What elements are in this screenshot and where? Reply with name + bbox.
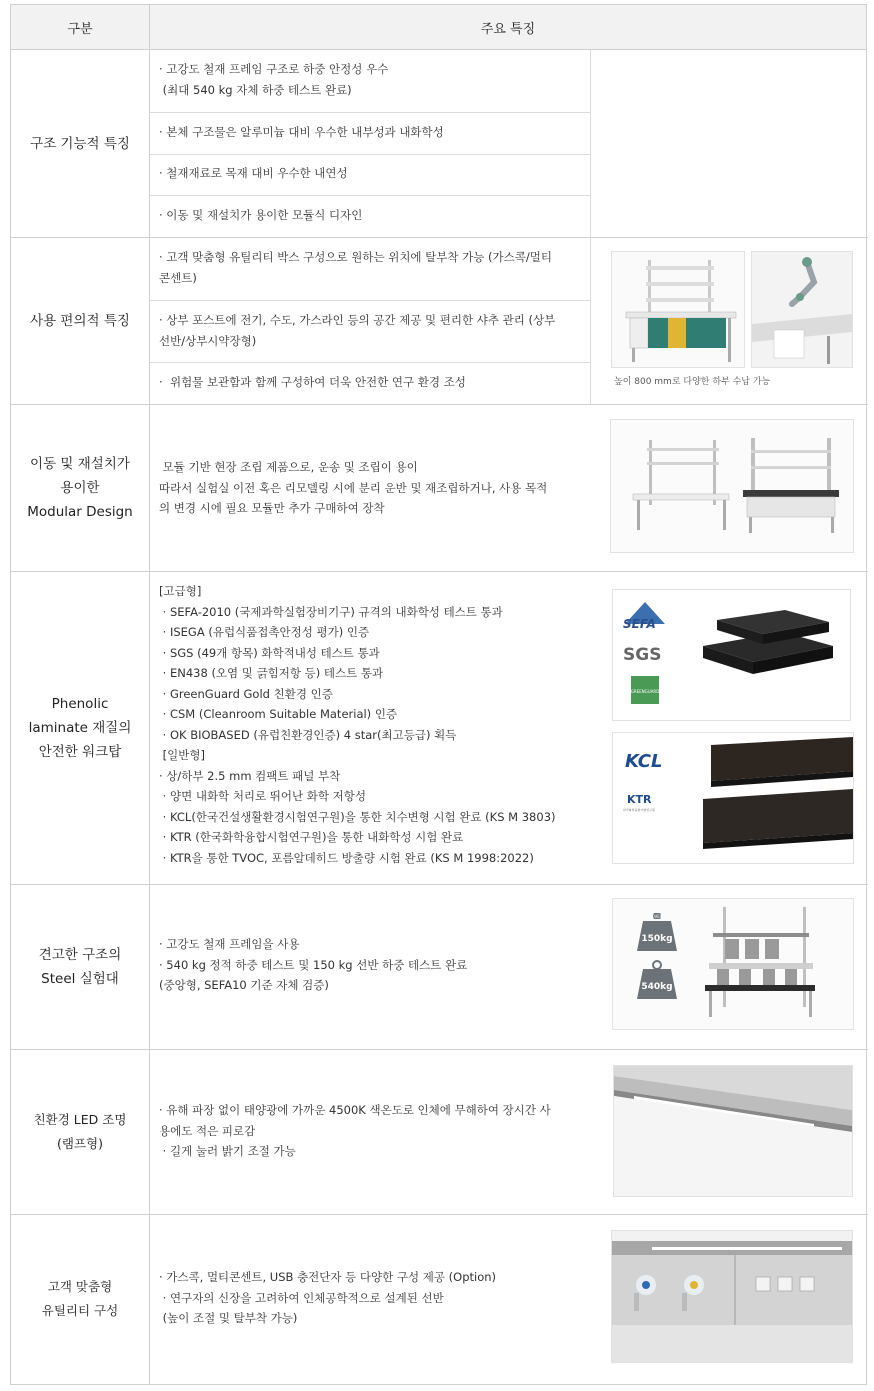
sub-divider [150, 300, 590, 301]
sub-divider [150, 112, 590, 113]
led-lamp-image [613, 1065, 853, 1197]
category-convenience: 사용 편의적 특징 [11, 237, 150, 404]
category-structure: 구조 기능적 특징 [11, 50, 150, 237]
steel-bench-image [612, 898, 854, 1030]
convenience-item-2: · 상부 포스트에 전기, 수도, 가스라인 등의 공간 제공 및 편리한 샤추 관리 (상부 선반/상부시약장형) [159, 313, 556, 348]
header-category: 구분 [11, 5, 150, 50]
image-caption: 높이 800 mm로 다양한 하부 수납 가능 [614, 377, 771, 387]
column-divider [590, 237, 591, 404]
category-led: 친환경 LED 조명 (램프형) [11, 1049, 150, 1214]
utility-text: · 가스콕, 멀티콘센트, USB 충전단자 등 다양한 구성 제공 (Option) · 연구자의 신장을 고려하여 인체공학적으로 설계된 선반 (높이 조절 및 탈부착 가능) [159, 1270, 497, 1325]
greenguard-logo: GREENGUARD [630, 689, 660, 694]
modular-text: 모듈 기반 현장 조립 제품으로, 운송 및 조립이 용이 따라서 실험실 이전 혹은 리모델링 시에 분리 운반 및 재조립하거나, 사용 목적 의 변경 시에 필요 모듈만 추가 구매하여 장착 [159, 460, 548, 515]
ktr-name: 한국화학융합시험연구원 [623, 808, 655, 812]
sgs-logo: SGS [623, 645, 662, 665]
category-modular: 이동 및 재설치가 용이한 Modular Design [11, 404, 150, 571]
phenolic-standard-image [612, 732, 854, 864]
structure-item-2: · 본체 구조물은 알루미늄 대비 우수한 내부성과 내화학성 [159, 125, 444, 139]
structure-item-1: · 고강도 철재 프레임 구조로 하중 안정성 우수 (최대 540 kg 자체 하중 테스트 완료) [159, 62, 389, 97]
sefa-logo: SEFA [623, 617, 656, 631]
convenience-item-1: · 고객 맞춤형 유틸리티 박스 구성으로 원하는 위치에 탈부착 가능 (가스콕/멀티 콘센트) [159, 250, 552, 285]
robot-arm-image [751, 251, 853, 368]
sub-divider [150, 154, 590, 155]
phenolic-premium-image [612, 589, 851, 721]
weight-540: 540kg [641, 982, 673, 992]
ktr-logo: KTR [627, 793, 652, 806]
sub-divider [150, 195, 590, 196]
convenience-item-3: · 위험물 보관함과 함께 구성하여 더욱 안전한 연구 환경 조성 [159, 375, 466, 389]
weight-tag: OVER [651, 914, 663, 919]
category-phenolic: Phenolic laminate 재질의 안전한 워크탑 [11, 571, 150, 884]
category-utility: 고객 맞춤형 유틸리티 구성 [11, 1214, 150, 1384]
header-features: 주요 특징 [150, 5, 866, 50]
structure-item-4: · 이동 및 재설치가 용이한 모듈식 디자인 [159, 208, 363, 222]
column-divider [590, 50, 591, 237]
category-steel: 견고한 구조의 Steel 실험대 [11, 884, 150, 1049]
modular-bench-image [610, 419, 854, 553]
led-text: · 유해 파장 없이 태양광에 가까운 4500K 색온도로 인체에 무해하여 장시간 사 용에도 적은 피로감 · 길게 눌러 밝기 조절 가능 [159, 1103, 551, 1158]
feature-table [10, 4, 867, 1385]
structure-item-3: · 철재재료로 목재 대비 우수한 내연성 [159, 166, 348, 180]
bench-cabinet-image [611, 251, 745, 368]
weight-150: 150kg [641, 934, 673, 944]
sub-divider [150, 362, 590, 363]
utility-box-image [611, 1230, 853, 1363]
phenolic-text: [고급형] · SEFA-2010 (국제과학실험장비기구) 규격의 내화학성 테스트 통과 · ISEGA (유럽식품접촉안정성 평가) 인증 · SGS (49개 항목) 화학적내성 테스트 통과 · EN438 (오염 및 긁힘저항 등) 테스트 통과 · GreenGuard Gold 친환경 인증 · CSM (Cleanroom Suitable Material) 인증 · OK BIOBASED (유럽친환경인증) 4 star(최고등급) 획득 [일반형] · 상/하부 2.5 mm 컴팩트 패널 부착 · 양면 내화학 처리로 뛰어난 화학 저항성 · KCL(한국건설생활환경시험연구원)을 통한 치수변형 시험 완료 (KS M 3803) · KTR (한국화학융합시험연구원)을 통한 내화학성 시험 완료 · KTR을 통한 TVOC, 포름알데히드 방출량 시험 완료 (KS M 1998:2022) [159, 584, 556, 865]
kcl-logo: KCL [625, 751, 663, 772]
steel-text: · 고강도 철재 프레임을 사용 · 540 kg 정적 하중 테스트 및 150 kg 선반 하중 테스트 완료 (중앙형, SEFA10 기준 자체 검증) [159, 937, 468, 992]
